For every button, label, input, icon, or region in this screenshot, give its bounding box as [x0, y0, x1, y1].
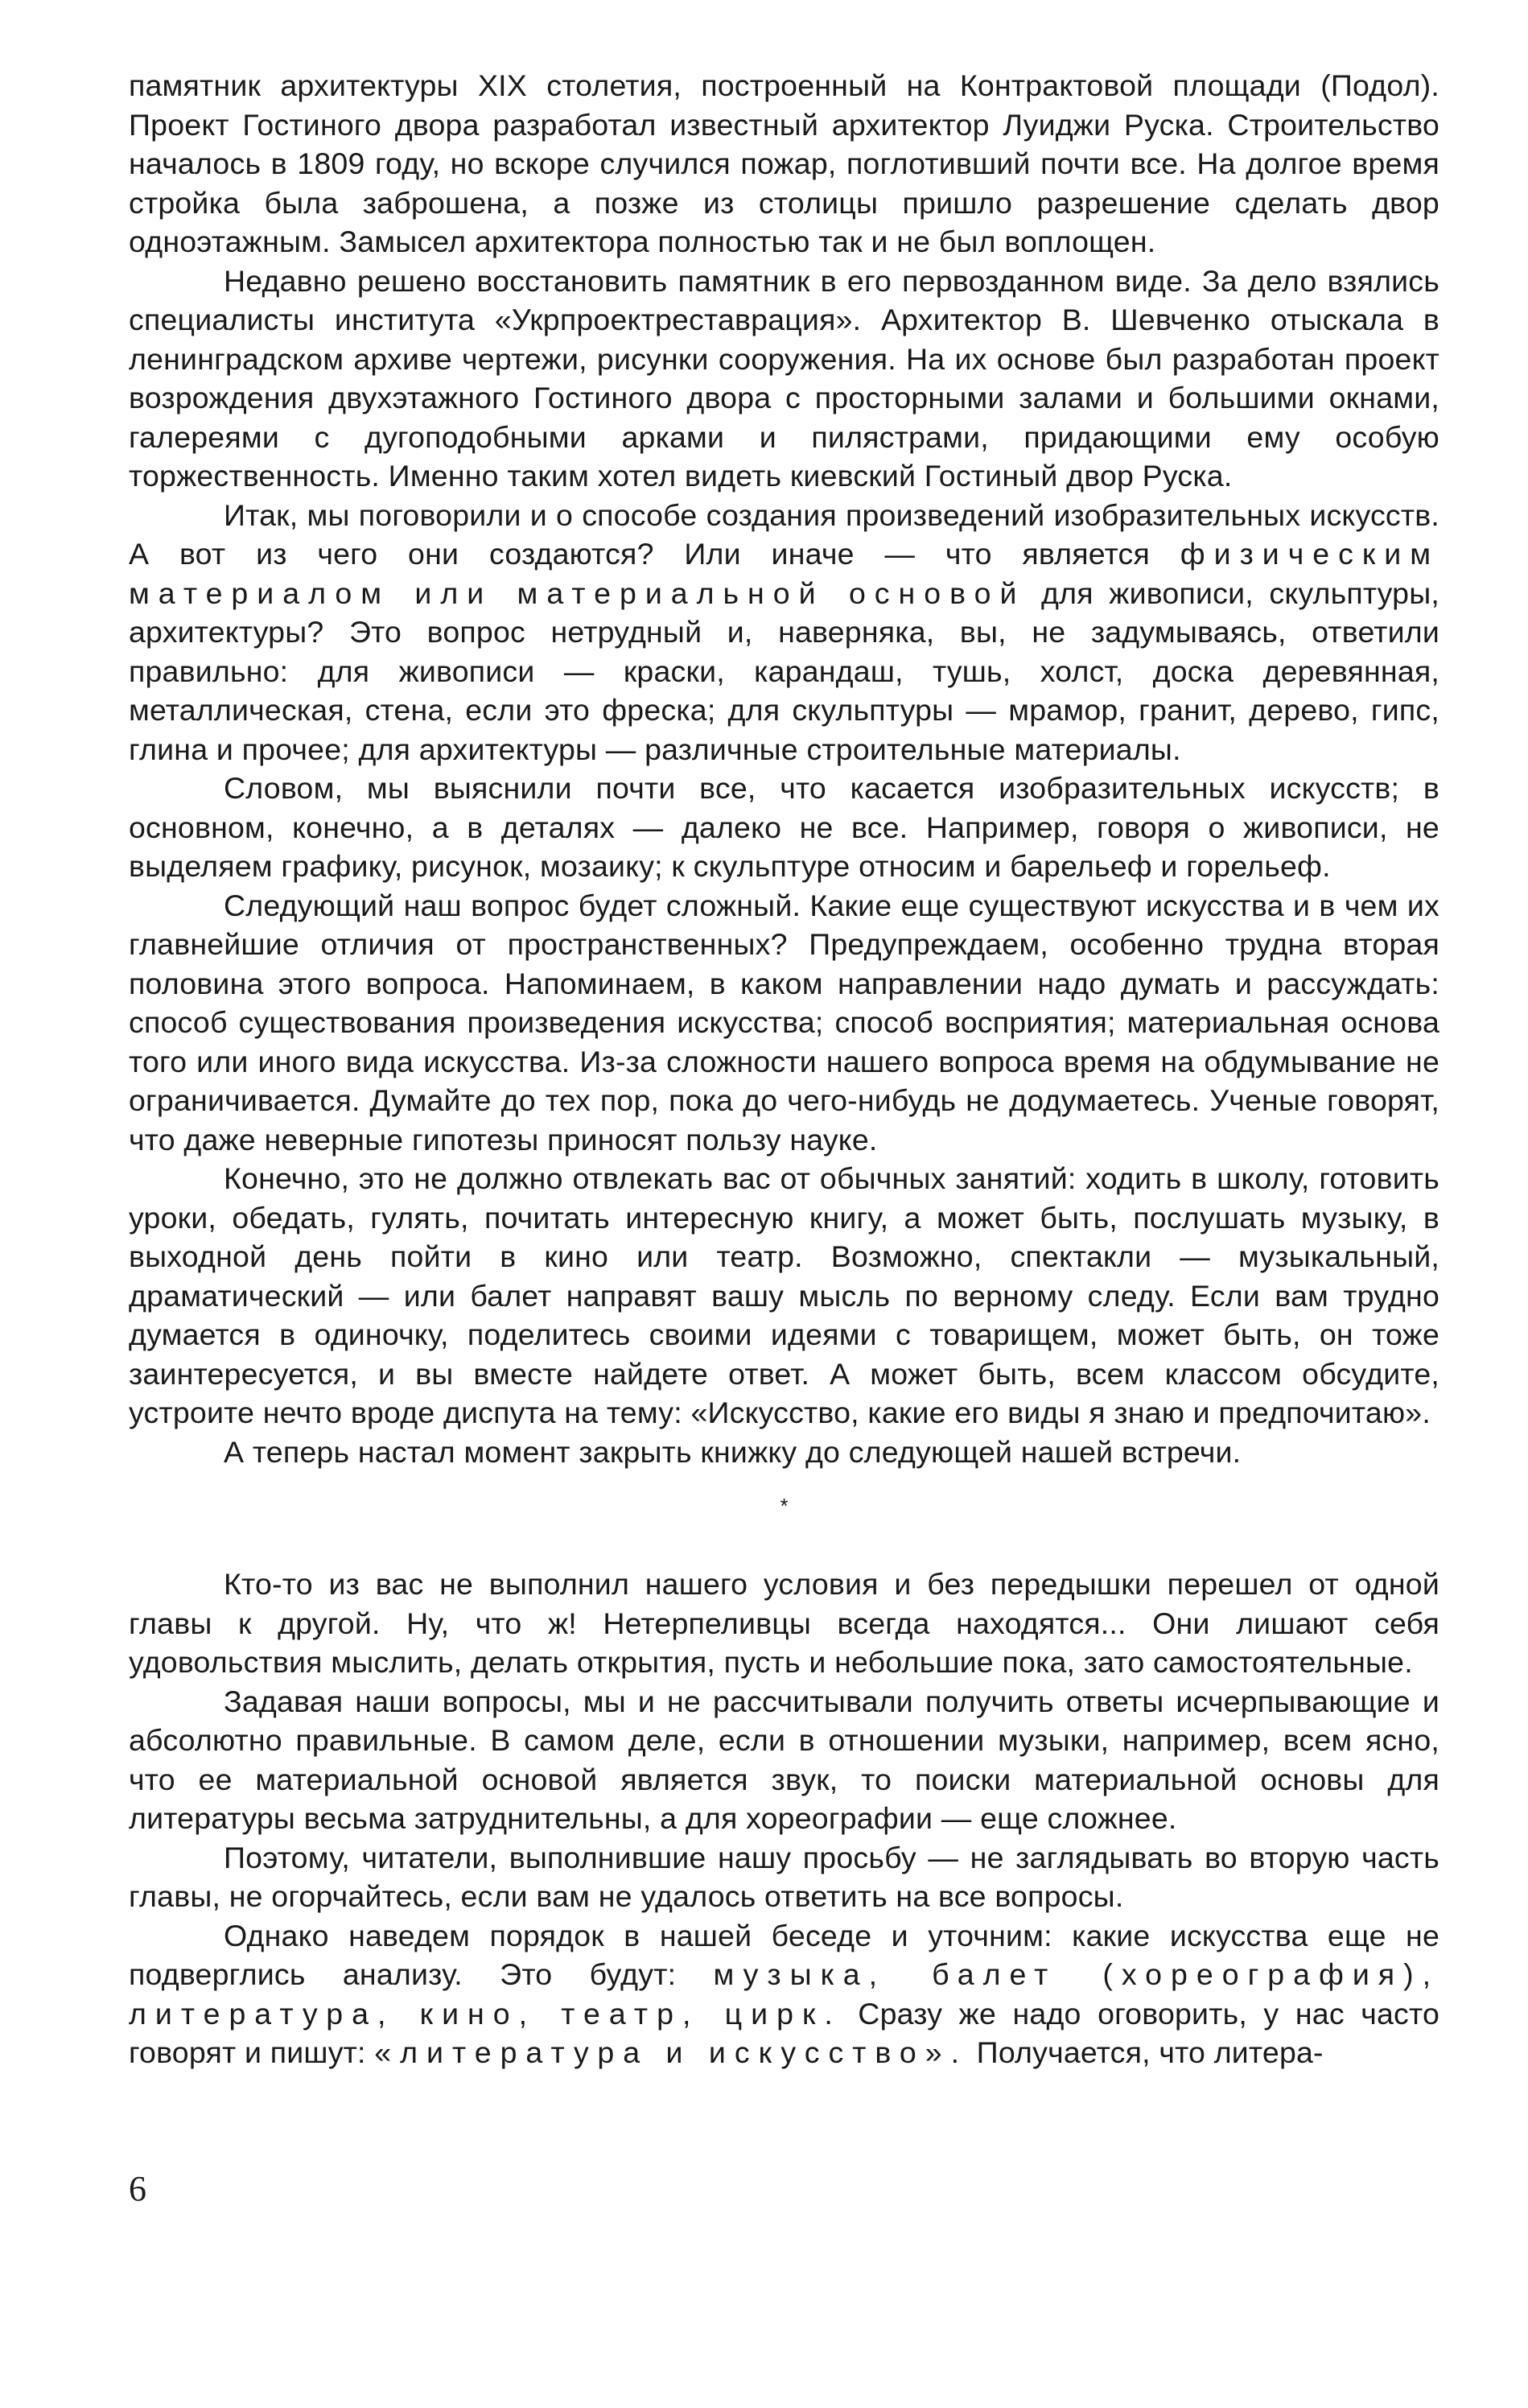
paragraph-impatient-readers: Кто-то из вас не выполнил нашего условия и без передышки перешел от одной главы к другой. Ну, что ж! Нетерпеливцы всегда находятся... Они лишают себя удовольствия мыслить, делать открытия, пусть и небольшие пока, зато самостоятельные.: [129, 1567, 1439, 1679]
section-separator: *: [780, 1494, 789, 1518]
paragraph-arts-list: [129, 1916, 1439, 2072]
text-run: Однако наведем порядок в нашей беседе и уточним: какие искусства еще не подверглись анализу. Это будут:: [129, 1918, 1439, 1991]
paragraph-readers: Поэтому, читатели, выполнившие нашу просьбу — не заглядывать во вторую часть главы, не огорчайтесь, если вам не удалось ответить на все вопросы.: [129, 1840, 1439, 1913]
text-run: Итак, мы поговорили и о способе создания произведений изобразительных искусств. А вот из чего они создаются? Или иначе — что является: [129, 497, 1439, 571]
paragraph-daily-activities: Конечно, это не должно отвлекать вас от обычных занятий: ходить в школу, готовить уроки, обедать, гулять, почитать интересную книгу, а может быть, послушать музыку, в выходной день пойти в кино или театр. Возможно, спектакли — музыкальный, драматический — или балет направят вашу мысль по верному следу. Если вам трудно думается в одиночку, поделитесь своими идеями с товарищем, может быть, он тоже заинтересуется, и вы вместе найдете ответ. А может быть, всем классом обсудите, устроите нечто вроде диспута на тему: «Искусство, какие его виды я знаю и предпочитаю».: [129, 1161, 1439, 1429]
spaced-emphasis: «литература и искусство».: [374, 2035, 969, 2069]
paragraph-close-book: А теперь настал момент закрыть книжку до следующей нашей встречи.: [224, 1434, 1242, 1469]
spaced-emphasis: физическим материалом или материальной основой: [129, 537, 1439, 610]
paragraph-material-basis: [129, 496, 1439, 769]
paragraph-next-question: Следующий наш вопрос будет сложный. Какие еще существуют искусства и в чем их главнейшие отличия от пространственных? Предупреждаем, особенно трудна вторая половина этого вопроса. Напоминаем, в каком направлении надо думать и рассуждать: способ существования произведения искусства; способ восприятия; материальная основа того или иного вида искусства. Из-за сложности нашего вопроса время на обдумывание не ограничивается. Думайте до тех пор, пока до чего-нибудь не додумаетесь. Ученые говорят, что даже неверные гипотезы приносят пользу науке.: [129, 888, 1439, 1157]
page-number: 6: [129, 2169, 146, 2208]
text-run: Сразу же надо оговорить, у нас часто говорят и пишут:: [129, 1996, 1440, 2069]
text-run: Получается, что литера-: [976, 2035, 1324, 2069]
paragraph-summary: Словом, мы выяснили почти все, что касается изобразительных искусств; в основном, конечно, а в деталях — далеко не все. Например, говоря о живописи, не выделяем графику, рисунок, мозаику; к скульптуре относим и барельеф и горельеф.: [129, 771, 1439, 883]
paragraph-questions: Задавая наши вопросы, мы и не рассчитывали получить ответы исчерпывающие и абсолютно правильные. В самом деле, если в отношении музыки, например, всем ясно, что ее материальной основой является звук, то поиски материальной основы для литературы весьма затруднительны, а для хореографии — еще сложнее.: [129, 1684, 1439, 1835]
spaced-emphasis: музыка, балет (хореография), литература, кино, театр, цирк.: [129, 1957, 1439, 2031]
paragraph-restoration: Недавно решено восстановить памятник в его первозданном виде. За дело взялись специалисты института «Укрпроектреставрация». Архитектор В. Шевченко отыскала в ленинградском архиве чертежи, рисунки сооружения. На их основе был разработан проект возрождения двухэтажного Гостиного двора с просторными залами и большими окнами, галереями с дугоподобными арками и пилястрами, придающими ему особую торжественность. Именно таким хотел видеть киевский Гостиный двор Руска.: [129, 263, 1439, 493]
paragraph-gostiny-dvor-history: памятник архитектуры XIX столетия, построенный на Контрактовой площади (Подол). Проект Гостиного двора разработал известный архитектор Луиджи Руска. Строительство началось в 1809 году, но вскоре случился пожар, поглотивший почти все. На долгое время стройка была заброшена, а позже из столицы пришло разрешение сделать двор одноэтажным. Замысел архитектора полностью так и не был воплощен.: [129, 68, 1439, 258]
text-run: для живописи, скульптуры, архитектуры? Это вопрос нетрудный и, наверняка, вы, не задумываясь, ответили правильно: для живописи — краски, карандаш, тушь, холст, доска деревянная, металлическая, стена, если это фреска; для скульптуры — мрамор, гранит, дерево, гипс, глина и прочее; для архитектуры — различные строительные материалы.: [129, 575, 1440, 766]
